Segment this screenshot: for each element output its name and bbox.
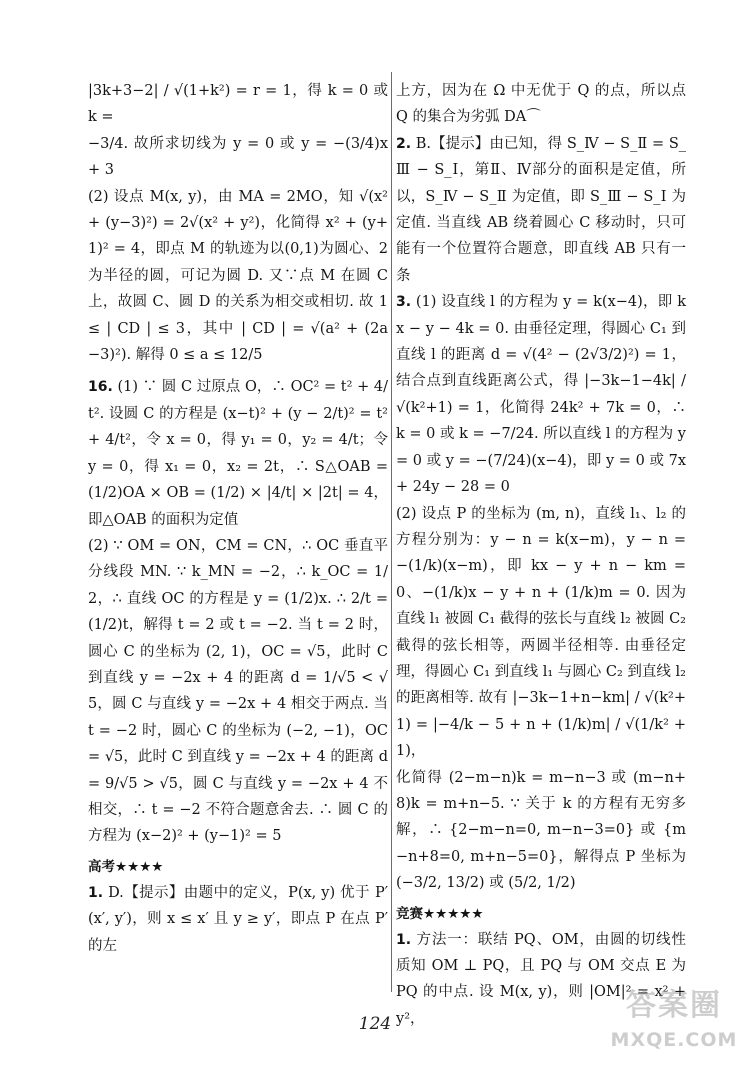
question-16-part1: (1) ∵ 圆 C 过原点 O，∴ OC² = t² + 4/t². 设圆 C 的方程是 (x−t)² + (y − 2/t)² = t² + 4/t²，令 x = 0，得 y₁ = 0，y₂ = 4/t；令 y = 0，得 x₁ = 0，x₂ = 2t，∴ S△OAB = (1/2)OA × OB = (1/2) × |4/t| × |2t| = 4，即△OAB 的面积为定值 xyxy=(88,379,388,528)
question-3-part3: 化简得 (2−m−n)k = m−n−3 或 (m−n+8)k = m+n−5. ∵ 关于 k 的方程有无穷多解，∴ {2−m−n=0, m−n−3=0} 或 {m−n+8=0, m+n−5=0}，解得点 P 坐标为 (−3/2, 13/2) 或 (5/2, 1/2) xyxy=(396,769,686,892)
question-3 xyxy=(396,289,686,500)
solution-paragraph: (2) 设点 M(x, y)，由 MA = 2MO，知 √(x² + (y−3)²) = 2√(x² + y²)，化简得 x² + (y+1)² = 4，即点 M 的轨迹为以(0,1)为圆心、2为半径的圆，可记为圆 D. 又∵点 M 在圆 C 上，故圆 C、圆 D 的关系为相交或相切. 故 1 ≤ | CD | ≤ 3，其中 | CD | = √(a² + (2a−3)²). 解得 0 ≤ a ≤ 12/5 xyxy=(88,188,388,364)
section-heading-gaokao: 高考★★★★ xyxy=(88,858,164,875)
question-number: 16. xyxy=(88,379,113,396)
question-3-part2: (2) 设点 P 的坐标为 (m, n)，直线 l₁、l₂ 的方程分别为：y − n = k(x−m)，y − n = −(1/k)(x−m)，即 kx − y + n − km = 0、−(1/k)x − y + n + (1/k)m = 0. 因为直线 l₁ 被圆 C₁ 截得的弦长与直线 l₂ 被圆 C₂ 截得的弦长相等，两圆半径相等. 由垂径定理，得圆心 C₁ 到直线 l₁ 与圆心 C₂ 到直线 l₂ 的距离相等. 故有 |−3k−1+n−km| / √(k²+1) = |−4/k − 5 + n + (1/k)m| / √(1/k² + 1)， xyxy=(396,505,686,760)
solution-line: −3/4. 故所求切线为 y = 0 或 y = −(3/4)x + 3 xyxy=(88,135,388,179)
question-number: 3. xyxy=(396,294,412,311)
solution-line: |3k+3−2| / √(1+k²) = r = 1，得 k = 0 或 k = xyxy=(88,83,388,126)
question-16 xyxy=(88,374,388,532)
jingsai-question-1-text: 方法一：联结 PQ、OM，由圆的切线性质知 OM ⊥ PQ，且 PQ 与 OM 交点 E 为 PQ 的中点. 设 M(x, y)，则 |OM|² = x² + y²， xyxy=(396,931,686,1027)
watermark-url: MXQE.COM xyxy=(610,1029,738,1051)
question-3-part1: (1) 设直线 l 的方程为 y = k(x−4)，即 kx − y − 4k = 0. 由垂径定理，得圆心 C₁ 到直线 l 的距离 d = √(4² − (2√3/2)²) = 1，结合点到直线距离公式，得 |−3k−1−4k| / √(k²+1) = 1，化简得 24k² + 7k = 0，∴ k = 0 或 k = −7/24. 所以直线 l 的方程为 y = 0 或 y = −(7/24)(x−4)，即 y = 0 或 7x + 24y − 28 = 0 xyxy=(396,294,686,496)
column-divider xyxy=(391,72,392,992)
question-16-part2: (2) ∵ OM = ON，CM = CN，∴ OC 垂直平分线段 MN. ∵ k_MN = −2，∴ k_OC = 1/2，∴ 直线 OC 的方程是 y = (1/2)x. ∴ 2/t = (1/2)t，解得 t = 2 或 t = −2. 当 t = 2 时，圆心 C 的坐标为 (2, 1)，OC = √5，此时 C 到直线 y = −2x + 4 的距离 d = 1/√5 < √5，圆 C 与直线 y = −2x + 4 相交于两点. 当 t = −2 时，圆心 C 的坐标为 (−2, −1)，OC = √5，此时 C 到直线 y = −2x + 4 的距离 d = 9/√5 > √5，圆 C 与直线 y = −2x + 4 不相交，∴ t = −2 不符合题意舍去. ∴ 圆 C 的方程为 (x−2)² + (y−1)² = 5 xyxy=(88,537,388,845)
gaokao-question-1 xyxy=(88,880,388,959)
left-column xyxy=(88,78,388,959)
continuation-text: 上方，因为在 Ω 中无优于 Q 的点，所以点 Q 的集合为劣弧 DA⌒ xyxy=(396,83,686,126)
question-2 xyxy=(396,131,686,289)
section-heading-jingsai: 竞赛★★★★★ xyxy=(396,905,484,922)
question-number: 2. xyxy=(396,135,412,152)
page-number: 124 xyxy=(358,1014,392,1034)
gaokao-question-1-text: D.【提示】由题中的定义，P(x, y) 优于 P′(x′, y′)，则 x ≤ x′ 且 y ≥ y′，即点 P 在点 P′ 的左 xyxy=(88,884,388,954)
question-number: 1. xyxy=(88,884,104,901)
question-number: 1. xyxy=(396,931,412,948)
question-2-text: B.【提示】由已知，得 S_Ⅳ − S_Ⅱ = S_Ⅲ − S_Ⅰ，第Ⅱ、Ⅳ部分的面积是定值，所以，S_Ⅳ − S_Ⅱ 为定值，即 S_Ⅲ − S_Ⅰ 为定值. 当直线 AB 绕着圆心 C 移动时，只可能有一个位置符合题意，即直线 AB 只有一条 xyxy=(396,135,687,284)
right-column xyxy=(396,78,686,1032)
watermark-logo xyxy=(606,986,742,1058)
watermark-title: 答案圈 xyxy=(626,988,722,1023)
